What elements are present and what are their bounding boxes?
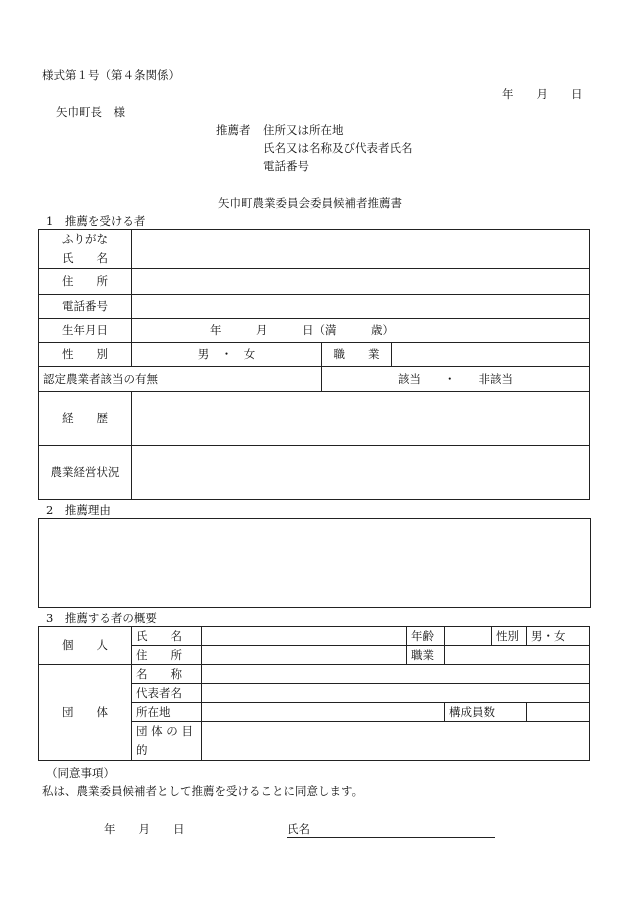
- gender-field[interactable]: 男 ・ 女: [132, 343, 322, 367]
- group-location-field[interactable]: [202, 703, 445, 722]
- section3-heading: 3 推薦する者の概要: [46, 611, 157, 625]
- occupation-label: 職 業: [322, 343, 392, 367]
- age-field[interactable]: [445, 627, 492, 646]
- members-count-label: 構成員数: [445, 703, 527, 722]
- candidate-table: [38, 229, 590, 500]
- farming-status-label: 農業経営状況: [39, 446, 132, 500]
- individual-name-label: 氏 名: [132, 627, 202, 646]
- group-name-label: 名 称: [132, 665, 202, 684]
- candidate-phone-label: 電話番号: [39, 295, 132, 319]
- candidate-phone-field[interactable]: [132, 295, 590, 319]
- recommender-phone-label: 電話番号: [263, 159, 309, 173]
- recommendation-reason-field[interactable]: [38, 518, 591, 608]
- consent-heading: （同意事項）: [46, 766, 115, 780]
- age-label: 年齢: [407, 627, 445, 646]
- date-line: 年 月 日: [502, 87, 583, 101]
- recommender-label: 推薦者: [216, 123, 251, 137]
- candidate-name-label: 氏 名: [62, 251, 108, 265]
- certified-farmer-label: 認定農業者該当の有無: [39, 367, 322, 392]
- representative-field[interactable]: [202, 684, 590, 703]
- document-title: 矢巾町農業委員会委員候補者推薦書: [218, 196, 402, 210]
- birth-label: 生年月日: [39, 319, 132, 343]
- section2-heading: 2 推薦理由: [46, 503, 111, 517]
- candidate-address-field[interactable]: [132, 269, 590, 295]
- individual-label: 個 人: [39, 627, 132, 665]
- gender-label: 性 別: [39, 343, 132, 367]
- recommender-name-label: 氏名又は名称及び代表者氏名: [263, 141, 413, 155]
- form-number: 様式第１号（第４条関係）: [42, 68, 180, 82]
- individual-name-field[interactable]: [202, 627, 407, 646]
- addressee: 矢巾町長 様: [56, 105, 125, 119]
- group-purpose-label-cell: [132, 722, 202, 761]
- group-name-field[interactable]: [202, 665, 590, 684]
- group-purpose-label-line2: 的: [136, 743, 148, 757]
- consent-signature-field[interactable]: [287, 821, 495, 838]
- certified-farmer-field[interactable]: 該当 ・ 非該当: [322, 367, 590, 392]
- career-label: 経 歴: [39, 392, 132, 446]
- individual-gender-label: 性別: [492, 627, 527, 646]
- birth-field[interactable]: 年 月 日（満 歳）: [132, 319, 590, 343]
- consent-signature-label: 氏名: [287, 822, 310, 836]
- group-purpose-label-line1: 団 体 の 目: [136, 724, 193, 738]
- section1-heading: 1 推薦を受ける者: [46, 214, 146, 228]
- candidate-address-label: 住 所: [39, 269, 132, 295]
- farming-status-field[interactable]: [132, 446, 590, 500]
- candidate-name-field[interactable]: [132, 230, 590, 269]
- consent-date-line: 年 月 日: [104, 822, 185, 836]
- career-field[interactable]: [132, 392, 590, 446]
- individual-address-label: 住 所: [132, 646, 202, 665]
- group-location-label: 所在地: [132, 703, 202, 722]
- consent-statement: 私は、農業委員候補者として推薦を受けることに同意します。: [42, 784, 364, 798]
- furigana-name-label-cell: [39, 230, 132, 269]
- individual-gender-field[interactable]: 男・女: [527, 627, 590, 646]
- individual-occupation-label: 職業: [407, 646, 445, 665]
- representative-label: 代表者名: [132, 684, 202, 703]
- recommender-address-label: 住所又は所在地: [263, 123, 344, 137]
- individual-occupation-field[interactable]: [445, 646, 590, 665]
- individual-address-field[interactable]: [202, 646, 407, 665]
- recommender-overview-table: [38, 626, 590, 761]
- furigana-label: ふりがな: [62, 232, 108, 246]
- occupation-field[interactable]: [392, 343, 590, 367]
- group-label: 団 体: [39, 665, 132, 761]
- group-purpose-field[interactable]: [202, 722, 590, 761]
- members-count-field[interactable]: [527, 703, 590, 722]
